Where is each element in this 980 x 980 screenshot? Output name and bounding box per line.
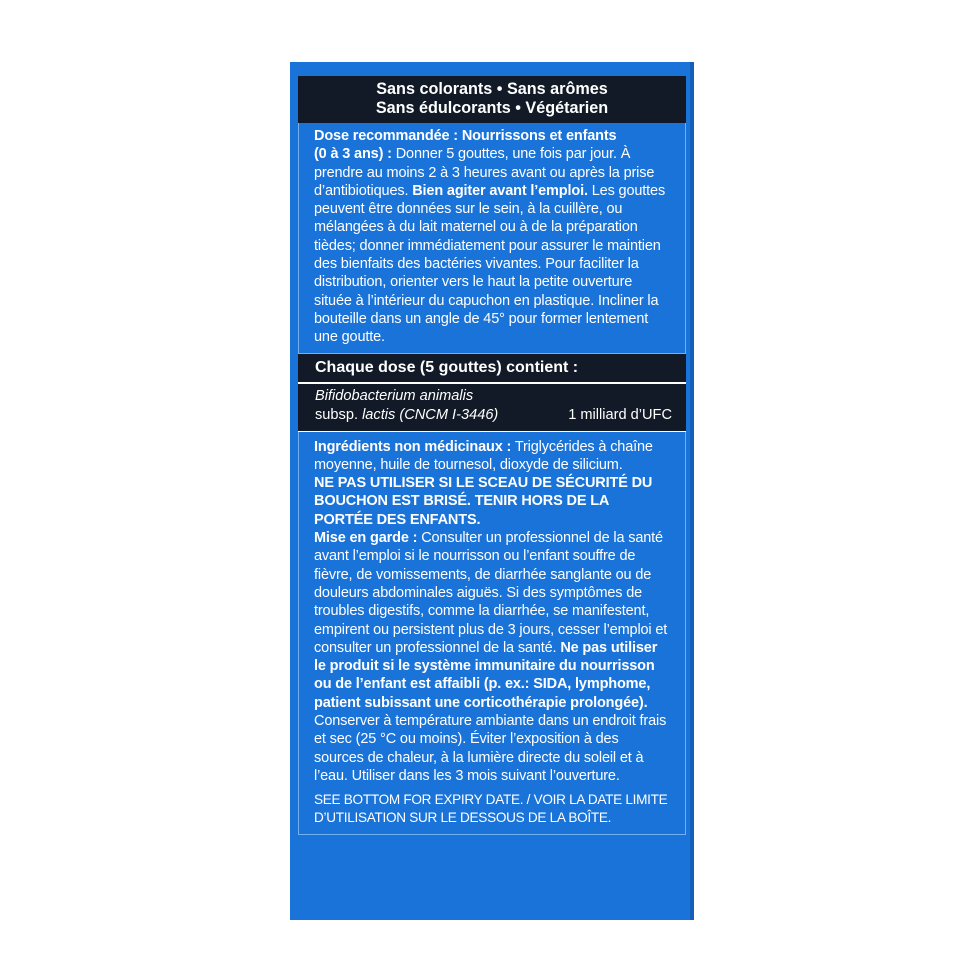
seal-warning: NE PAS UTILISER SI LE SCEAU DE SÉCURITÉ DU BOUCHON EST BRISÉ. TENIR HORS DE LA PORTÉE DES ENFANTS. <box>314 475 653 528</box>
claims-header <box>298 76 686 123</box>
contents-heading: Chaque dose (5 gouttes) contient : <box>298 354 686 384</box>
product-label-panel <box>290 62 694 920</box>
ingredients-label: Ingrédients non médicinaux : <box>314 438 512 455</box>
caution-body: Consulter un professionnel de la santé avant l’emploi si le nourrisson ou l’enfant souffre de fièvre, de vomissements, de diarrhée sanglante ou de douleurs abdominales aiguës. Si des symptômes de troubles digestifs, comme la diarrhée, se manifestent, empirent ou persistent plus de 3 jours, cesser l’emploi et consulter un professionnel de la santé. <box>314 530 668 656</box>
caution-text <box>314 529 671 712</box>
claims-line-2: Sans édulcorants • Végétarien <box>375 99 609 117</box>
strain-row <box>315 406 672 425</box>
caution-bold: Ne pas utiliser le produit si le système immunitaire du nourrisson ou de l’enfant est affaibli (p. ex.: SIDA, lymphome, patient subissant une corticothérapie prolongée). <box>314 639 658 711</box>
dosage-instructions-2: Les gouttes peuvent être données sur le sein, à la cuillère, ou mélangées à du lait maternel ou à de la préparation tièdes; donner immédiatement pour assurer le maintien des bienfaits des bactéries vivantes. Pour faciliter la distribution, orienter vers le haut la petite ouverture située à l’intérieur du capuchon en plastique. Incliner la bouteille dans un angle de 45° pour former lentement une goutte. <box>314 182 666 346</box>
strain-prefix: subsp. <box>315 406 363 423</box>
dosage-heading-1: Dose recommandée : Nourrissons et enfants <box>314 128 617 144</box>
ingredients-section <box>298 432 686 836</box>
panel-edge <box>690 62 694 920</box>
claims-line-1: Sans colorants • Sans arômes <box>376 80 608 98</box>
dosage-instructions-1: Donner 5 gouttes, une fois par jour. À prendre au moins 2 à 3 heures avant ou après la prise d’antibiotiques. <box>314 146 655 199</box>
dosage-text <box>314 127 671 347</box>
strain-amount: 1 milliard d’UFC <box>568 406 672 423</box>
strain-name: Bifidobacterium animalis <box>315 387 474 404</box>
shake-warning: Bien agiter avant l’emploi. <box>412 182 588 199</box>
dosage-heading-2: (0 à 3 ans) : <box>314 146 392 163</box>
storage-text: Conserver à température ambiante dans un endroit frais et sec (25 °C ou moins). Éviter l’exposition à des sources de chaleur, à la lumière directe du soleil et à l’eau. Utiliser dans les 3 mois suivant l’ouverture. <box>314 713 667 784</box>
ingredients-text <box>314 438 671 475</box>
strain-code: lactis (CNCM I-3446) <box>362 406 499 423</box>
strain-subspecies <box>315 406 498 425</box>
caution-label: Mise en garde : <box>314 530 418 547</box>
strain-table <box>298 384 686 432</box>
dosage-section <box>298 123 686 354</box>
expiry-notice: SEE BOTTOM FOR EXPIRY DATE. / VOIR LA DATE LIMITE D’UTILISATION SUR LE DESSOUS DE LA BOÎTE. <box>314 792 668 825</box>
ingredients-list: Triglycérides à chaîne moyenne, huile de tournesol, dioxyde de silicium. <box>314 438 653 473</box>
